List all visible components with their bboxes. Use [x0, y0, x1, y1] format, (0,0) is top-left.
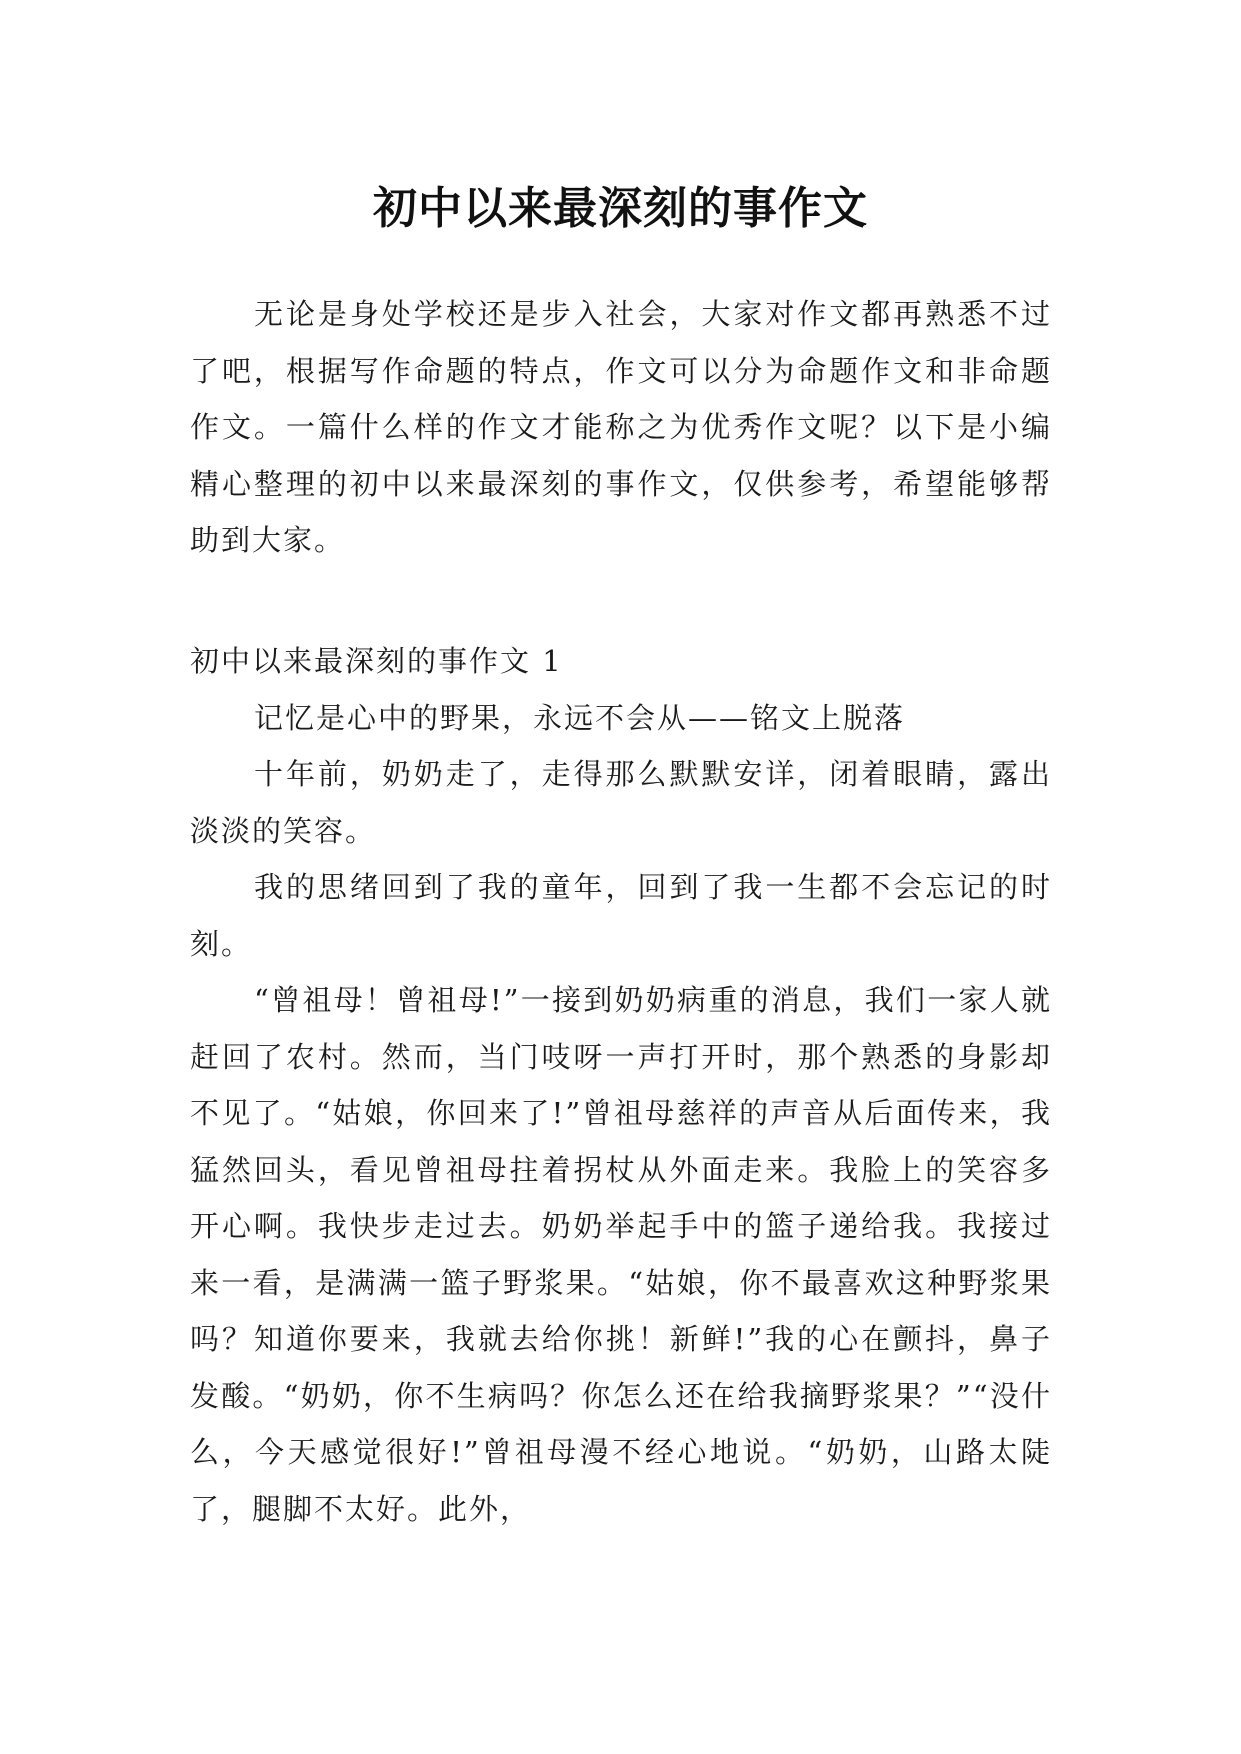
document-title: 初中以来最深刻的事作文 — [373, 183, 868, 235]
article-paragraph: 十年前，奶奶走了，走得那么默默安详，闭着眼睛，露出淡淡的笑容。 — [190, 757, 1052, 848]
article-paragraph: 我的思绪回到了我的童年，回到了我一生都不会忘记的时刻。 — [190, 870, 1052, 961]
article-paragraph: “曾祖母！曾祖母!”一接到奶奶病重的消息，我们一家人就赶回了农村。然而，当门吱呀一声打开时，那个熟悉的身影却不见了。“姑娘，你回来了!”曾祖母慈祥的声音从后面传来，我猛然回头，看见曾祖母拄着拐杖从外面走来。我脸上的笑容多开心啊。我快步走过去。奶奶举起手中的篮子递给我。我接过来一看，是满满一篮子野浆果。“姑娘，你不最喜欢这种野浆果吗？知道你要来，我就去给你挑！新鲜!”我的心在颤抖，鼻子发酸。“奶奶，你不生病吗？你怎么还在给我摘野浆果？”“没什么，今天感觉很好!”曾祖母漫不经心地说。“奶奶，山路太陡了，腿脚不太好。此外， — [190, 983, 1052, 1526]
intro-paragraph: 无论是身处学校还是步入社会，大家对作文都再熟悉不过了吧，根据写作命题的特点，作文可以分为命题作文和非命题作文。一篇什么样的作文才能称之为优秀作文呢？以下是小编精心整理的初中以来最深刻的事作文，仅供参考，希望能够帮助到大家。 — [190, 297, 1052, 557]
intro-block — [190, 286, 1052, 569]
article-block — [190, 633, 1052, 1537]
article-paragraph: 记忆是心中的野果，永远不会从——铭文上脱落 — [254, 700, 906, 735]
section-heading: 初中以来最深刻的事作文 1 — [190, 644, 563, 678]
